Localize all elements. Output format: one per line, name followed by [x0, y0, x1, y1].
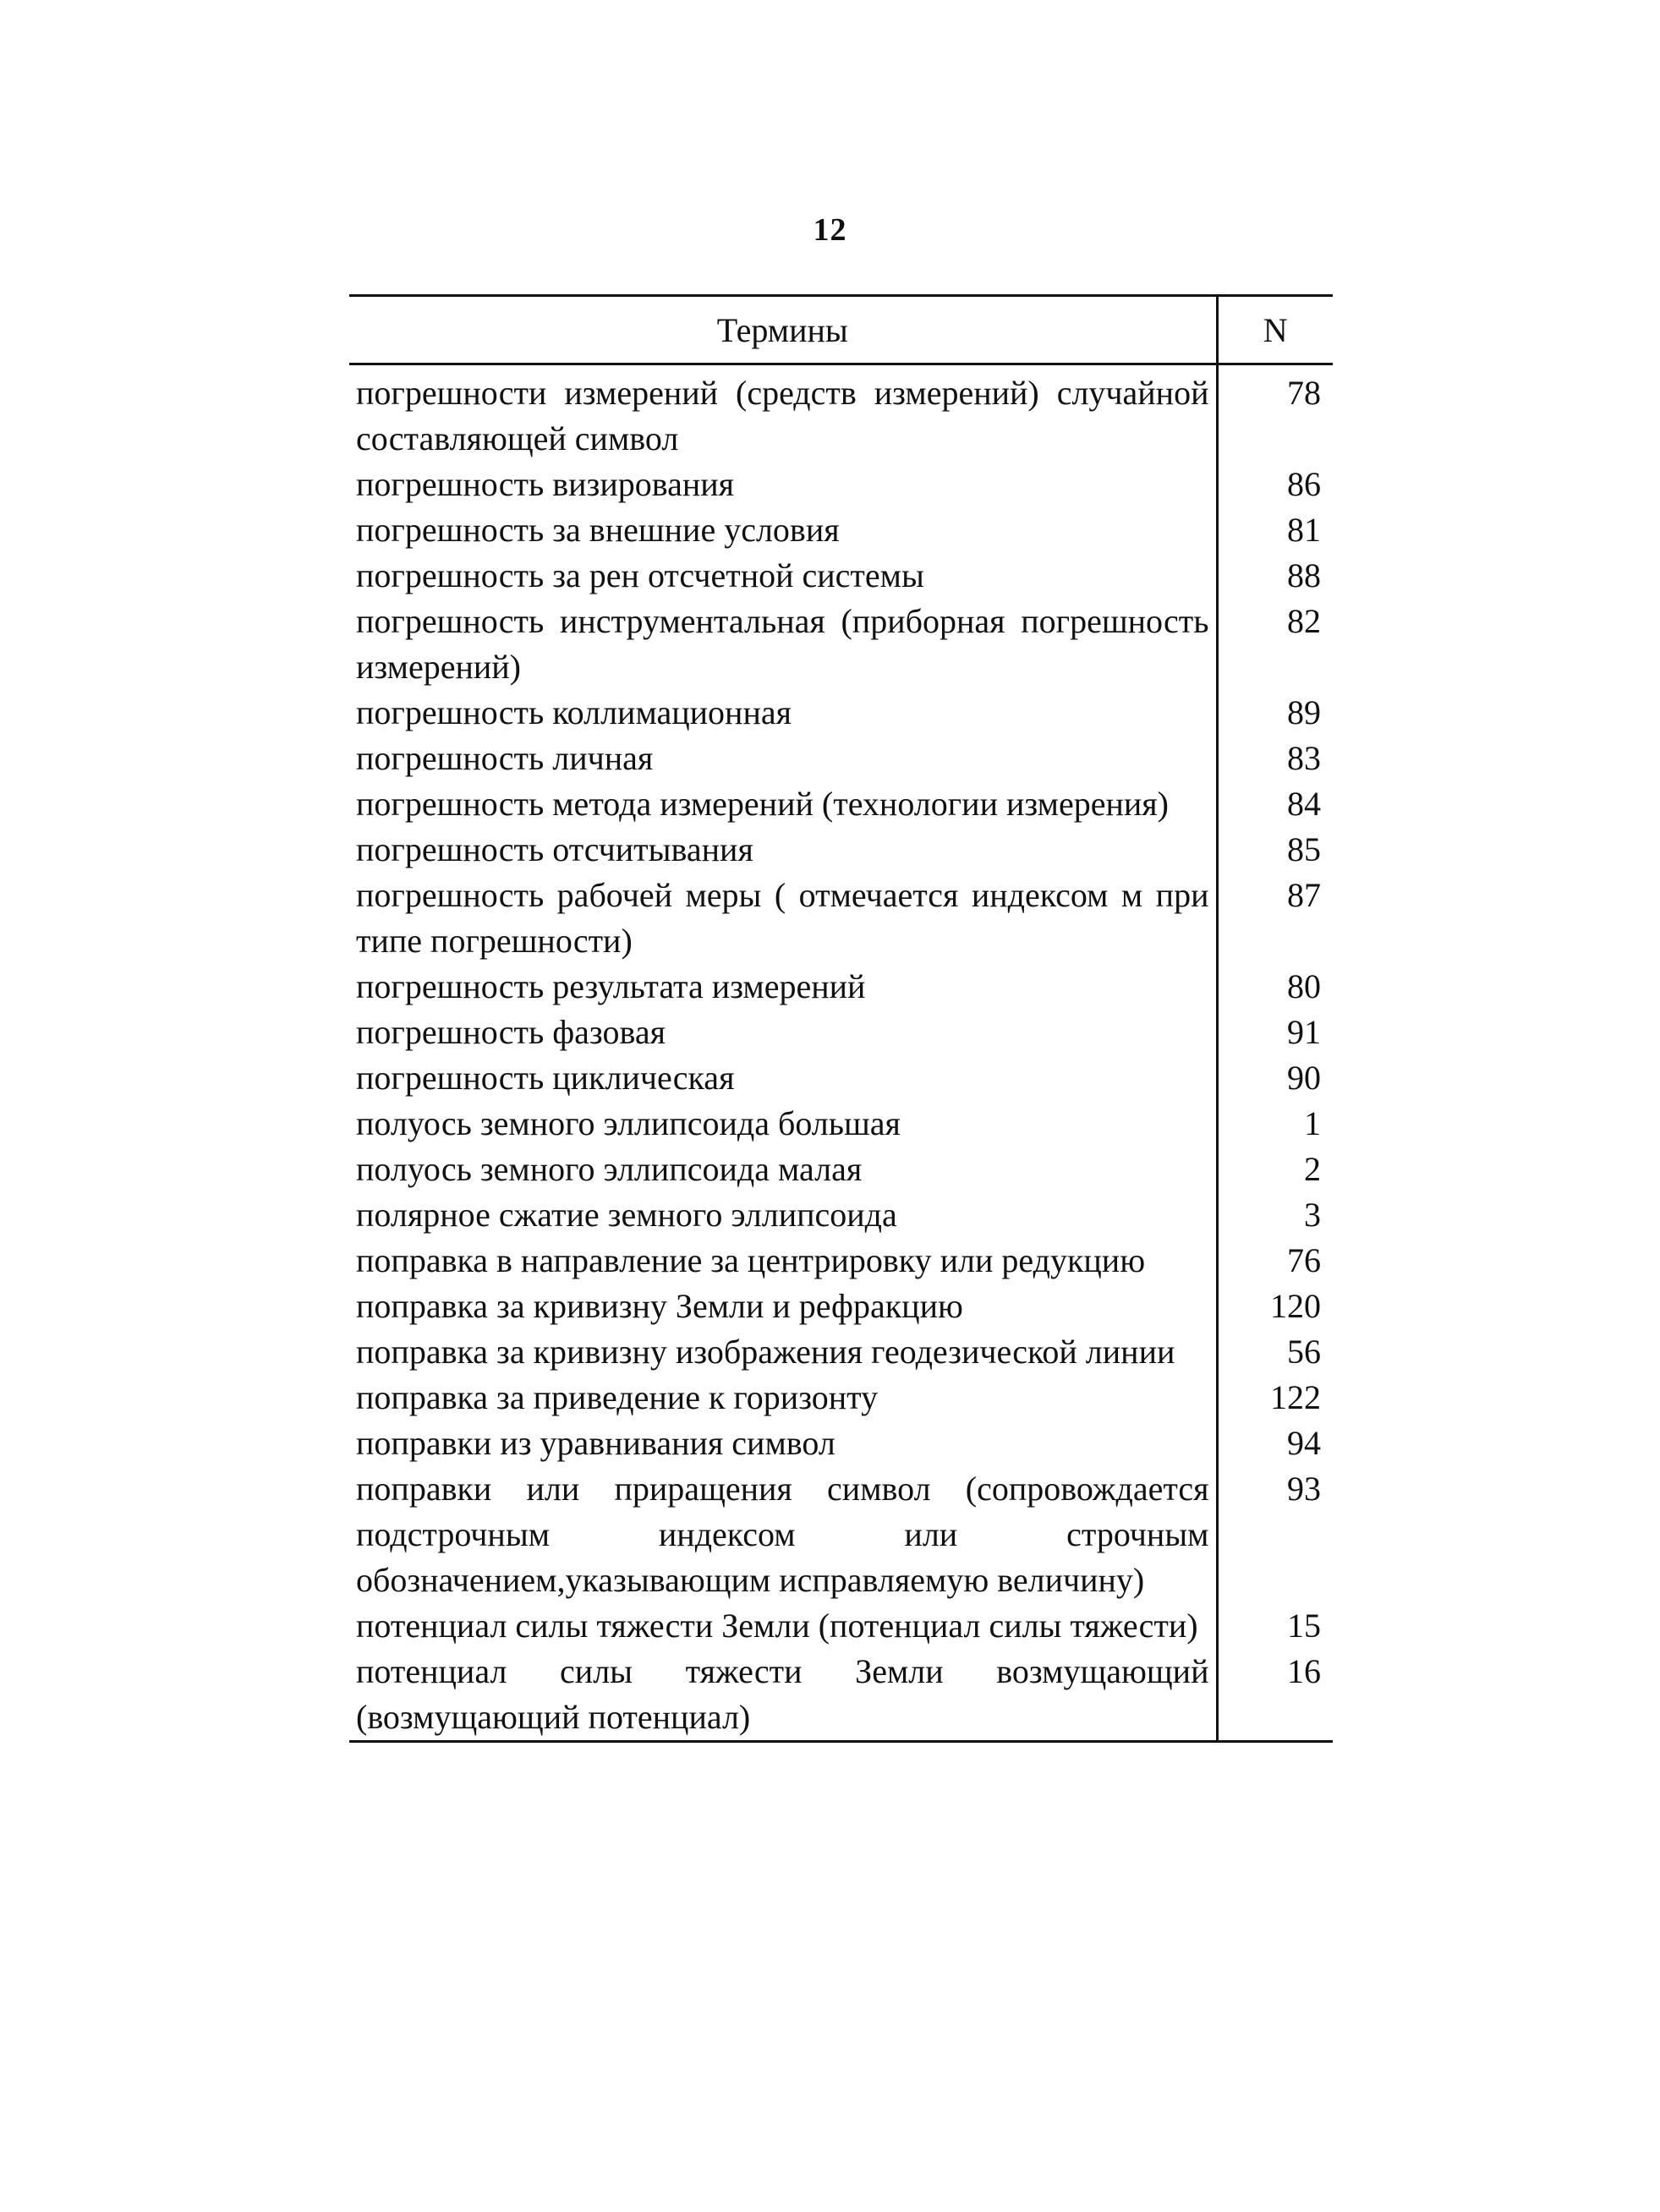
table-row	[349, 364, 1333, 463]
term-cell: потенциал силы тяжести Земли возмущающий (возмущающий потенциал)	[349, 1649, 1217, 1742]
term-number-cell: 56	[1287, 1333, 1321, 1371]
term-number-cell: 88	[1287, 556, 1321, 594]
table-row	[349, 827, 1333, 873]
term-cell: полуось земного эллипсоида малая	[349, 1147, 1217, 1192]
term-number-cell: 80	[1287, 967, 1321, 1005]
table-row	[349, 599, 1333, 690]
term-cell: погрешность рабочей меры ( отмечается индексом м при типе погрешности)	[349, 873, 1217, 964]
table-row	[349, 690, 1333, 736]
term-number-cell: 120	[1270, 1287, 1321, 1325]
term-cell: погрешность циклическая	[349, 1055, 1217, 1101]
table-row	[349, 1649, 1333, 1742]
term-number-cell: 90	[1287, 1059, 1321, 1097]
term-cell: погрешность инструментальная (приборная погрешность измерений)	[349, 599, 1217, 690]
table-row	[349, 1055, 1333, 1101]
term-number-cell: 3	[1304, 1196, 1321, 1234]
table-row	[349, 1329, 1333, 1375]
term-number-cell: 87	[1287, 876, 1321, 914]
table-row	[349, 507, 1333, 553]
table-header-row	[349, 296, 1333, 364]
term-number-cell: 15	[1287, 1607, 1321, 1645]
term-number-cell: 1	[1304, 1104, 1321, 1142]
terms-table	[349, 294, 1333, 1743]
table-row	[349, 873, 1333, 964]
term-cell: погрешность отсчитывания	[349, 827, 1217, 873]
term-number-cell: 83	[1287, 739, 1321, 777]
term-cell: погрешность за внешние условия	[349, 507, 1217, 553]
term-number-cell: 89	[1287, 693, 1321, 731]
term-cell: погрешность за рен отсчетной системы	[349, 553, 1217, 599]
term-cell: поправка в направление за центрировку или редукцию	[349, 1238, 1217, 1284]
term-cell: поправки из уравнивания символ	[349, 1421, 1217, 1466]
table-row	[349, 1284, 1333, 1329]
term-cell: поправка за кривизну изображения геодезической линии	[349, 1329, 1217, 1375]
term-cell: полуось земного эллипсоида большая	[349, 1101, 1217, 1147]
term-number-cell: 91	[1287, 1013, 1321, 1051]
table-row	[349, 1192, 1333, 1238]
term-cell: погрешность личная	[349, 736, 1217, 781]
term-cell: погрешность фазовая	[349, 1010, 1217, 1055]
page-number: 12	[813, 212, 847, 248]
term-number-cell: 76	[1287, 1241, 1321, 1279]
term-number-cell: 78	[1287, 374, 1321, 412]
term-number-cell: 93	[1287, 1470, 1321, 1508]
term-cell: погрешности измерений (средств измерений) случайной составляющей символ	[349, 364, 1217, 463]
table-row	[349, 736, 1333, 781]
term-cell: поправка за кривизну Земли и рефракцию	[349, 1284, 1217, 1329]
table-row	[349, 1101, 1333, 1147]
table-row	[349, 1238, 1333, 1284]
table-row	[349, 1147, 1333, 1192]
term-number-cell: 16	[1287, 1652, 1321, 1690]
term-number-cell: 84	[1287, 785, 1321, 823]
term-cell: погрешность результата измерений	[349, 964, 1217, 1010]
term-number-cell: 2	[1304, 1150, 1321, 1188]
term-cell: полярное сжатие земного эллипсоида	[349, 1192, 1217, 1238]
table-row	[349, 462, 1333, 507]
table-body	[349, 364, 1333, 1742]
term-number-cell: 122	[1270, 1378, 1321, 1416]
table-row	[349, 1375, 1333, 1421]
term-cell: погрешность метода измерений (технологии измерения)	[349, 781, 1217, 827]
table-row	[349, 1603, 1333, 1649]
table-row	[349, 781, 1333, 827]
term-number-cell: 86	[1287, 465, 1321, 503]
table-row	[349, 1421, 1333, 1466]
term-cell: поправка за приведение к горизонту	[349, 1375, 1217, 1421]
term-number-cell: 81	[1287, 511, 1321, 549]
table-row	[349, 1010, 1333, 1055]
table-row	[349, 553, 1333, 599]
term-cell: погрешность коллимационная	[349, 690, 1217, 736]
term-number-cell: 85	[1287, 830, 1321, 868]
table-row	[349, 1466, 1333, 1603]
term-number-cell: 94	[1287, 1424, 1321, 1462]
term-number-cell: 82	[1287, 602, 1321, 640]
term-cell: погрешность визирования	[349, 462, 1217, 507]
table-row	[349, 964, 1333, 1010]
column-header-terms: Термины	[349, 296, 1217, 364]
column-header-number: N	[1263, 310, 1288, 349]
term-cell: потенциал силы тяжести Земли (потенциал силы тяжести)	[349, 1603, 1217, 1649]
term-cell: поправки или приращения символ (сопровождается подстрочным индексом или строчным обозначением,указывающим исправляемую величину)	[349, 1466, 1217, 1603]
